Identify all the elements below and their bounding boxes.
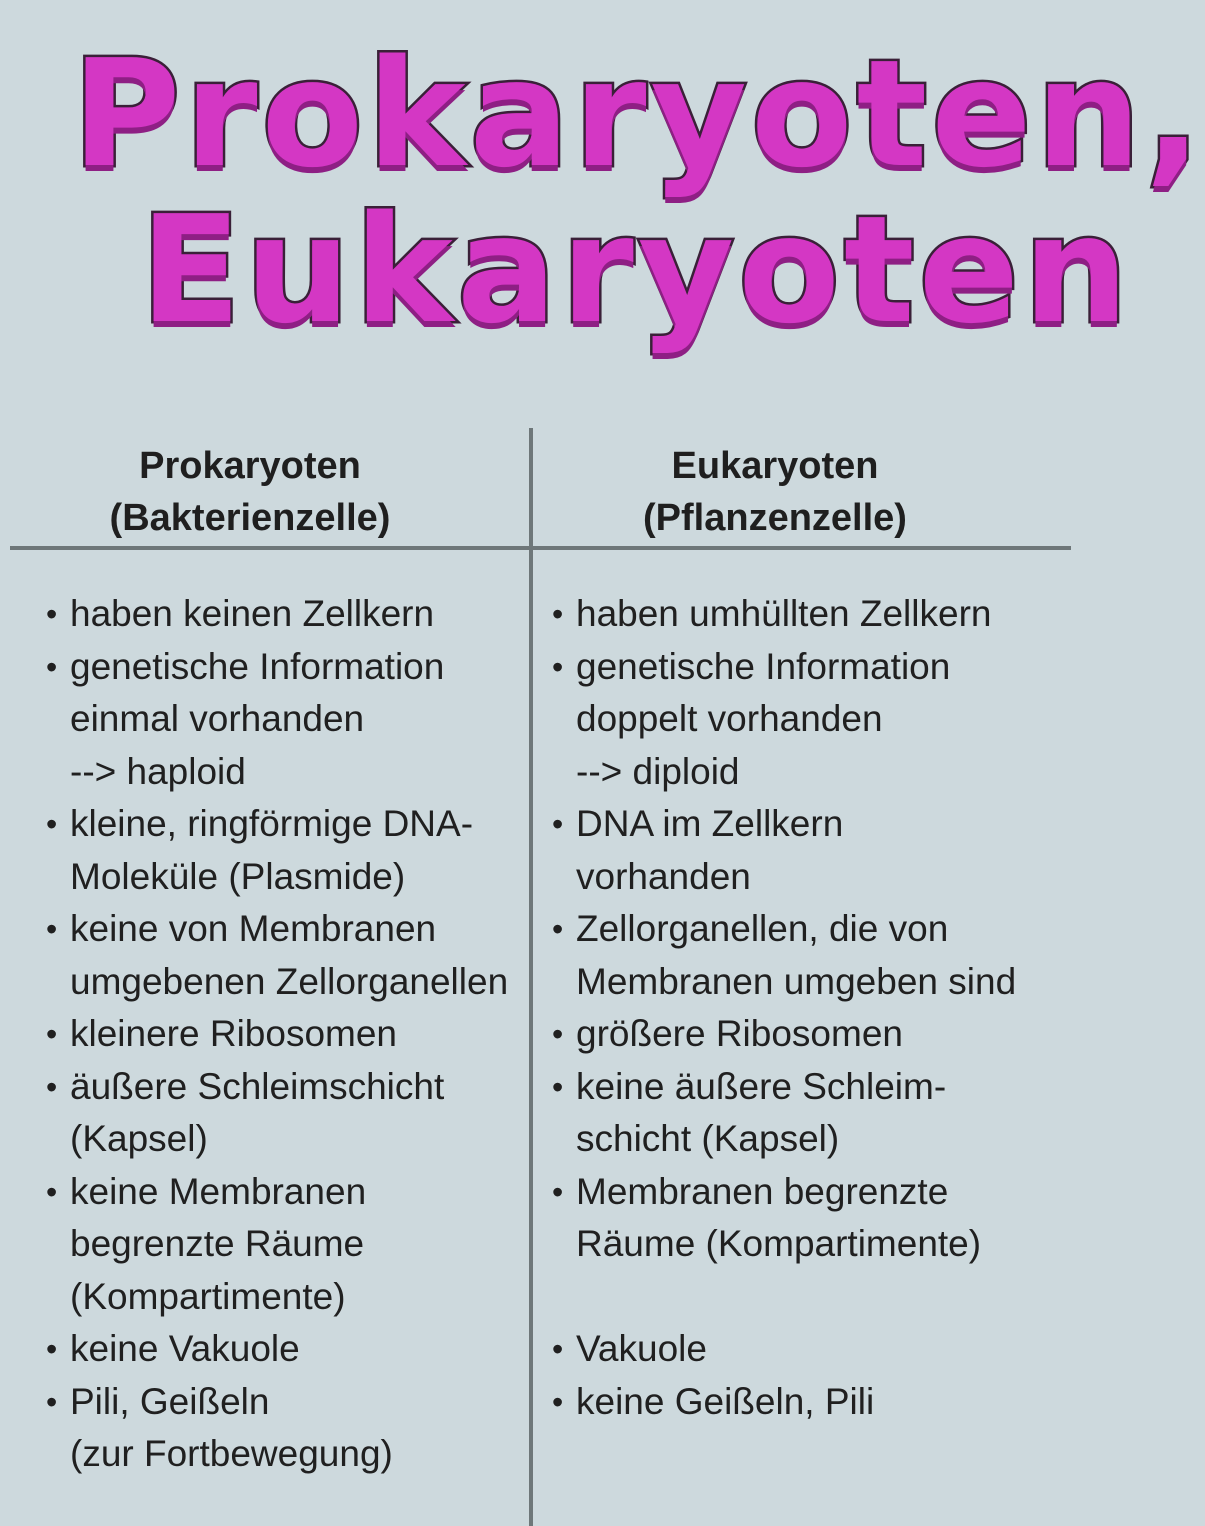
list-item: • Pili, Geißeln (zur Fortbewegung) [46, 1376, 526, 1481]
list-item: • keine Vakuole [46, 1323, 526, 1376]
list-item: • keine von Membranen umgebenen Zellorganellen [46, 903, 526, 1008]
eukaryoten-list [552, 588, 1052, 1428]
column-divider [529, 428, 533, 1526]
list-item: • Membranen begrenzte Räume (Kompartimente) [552, 1166, 1052, 1271]
list-item: • Zellorganellen, die von Membranen umgeben sind [552, 903, 1052, 1008]
column-header-title: Eukaryoten [671, 445, 879, 487]
column-header-eukaryoten [535, 440, 1015, 544]
title-line-2: Eukaryoten [140, 184, 1133, 356]
list-item: • keine Geißeln, Pili [552, 1376, 1052, 1429]
column-header-prokaryoten [10, 440, 490, 544]
list-item: • keine äußere Schleim- schicht (Kapsel) [552, 1061, 1052, 1166]
list-item: • haben umhüllten Zellkern [552, 588, 1052, 641]
list-item: • kleinere Ribosomen [46, 1008, 526, 1061]
title [0, 0, 1205, 380]
column-header-title: Prokaryoten [139, 445, 361, 487]
list-item: • äußere Schleimschicht (Kapsel) [46, 1061, 526, 1166]
title-line-1: Prokaryoten, [72, 28, 1205, 200]
list-item: • keine Membranen begrenzte Räume (Kompartimente) [46, 1166, 526, 1324]
list-item: • größere Ribosomen [552, 1008, 1052, 1061]
list-spacer [552, 1271, 1052, 1324]
list-item: • Vakuole [552, 1323, 1052, 1376]
list-item: • haben keinen Zellkern [46, 588, 526, 641]
list-item: • DNA im Zellkern vorhanden [552, 798, 1052, 903]
column-header-subtitle: (Pflanzenzelle) [643, 497, 907, 539]
header-divider [10, 546, 1071, 550]
column-header-subtitle: (Bakterienzelle) [109, 497, 391, 539]
list-item: • genetische Information doppelt vorhanden --> diploid [552, 641, 1052, 799]
prokaryoten-list [46, 588, 526, 1481]
list-item: • kleine, ringförmige DNA- Moleküle (Plasmide) [46, 798, 526, 903]
list-item: • genetische Information einmal vorhanden --> haploid [46, 641, 526, 799]
